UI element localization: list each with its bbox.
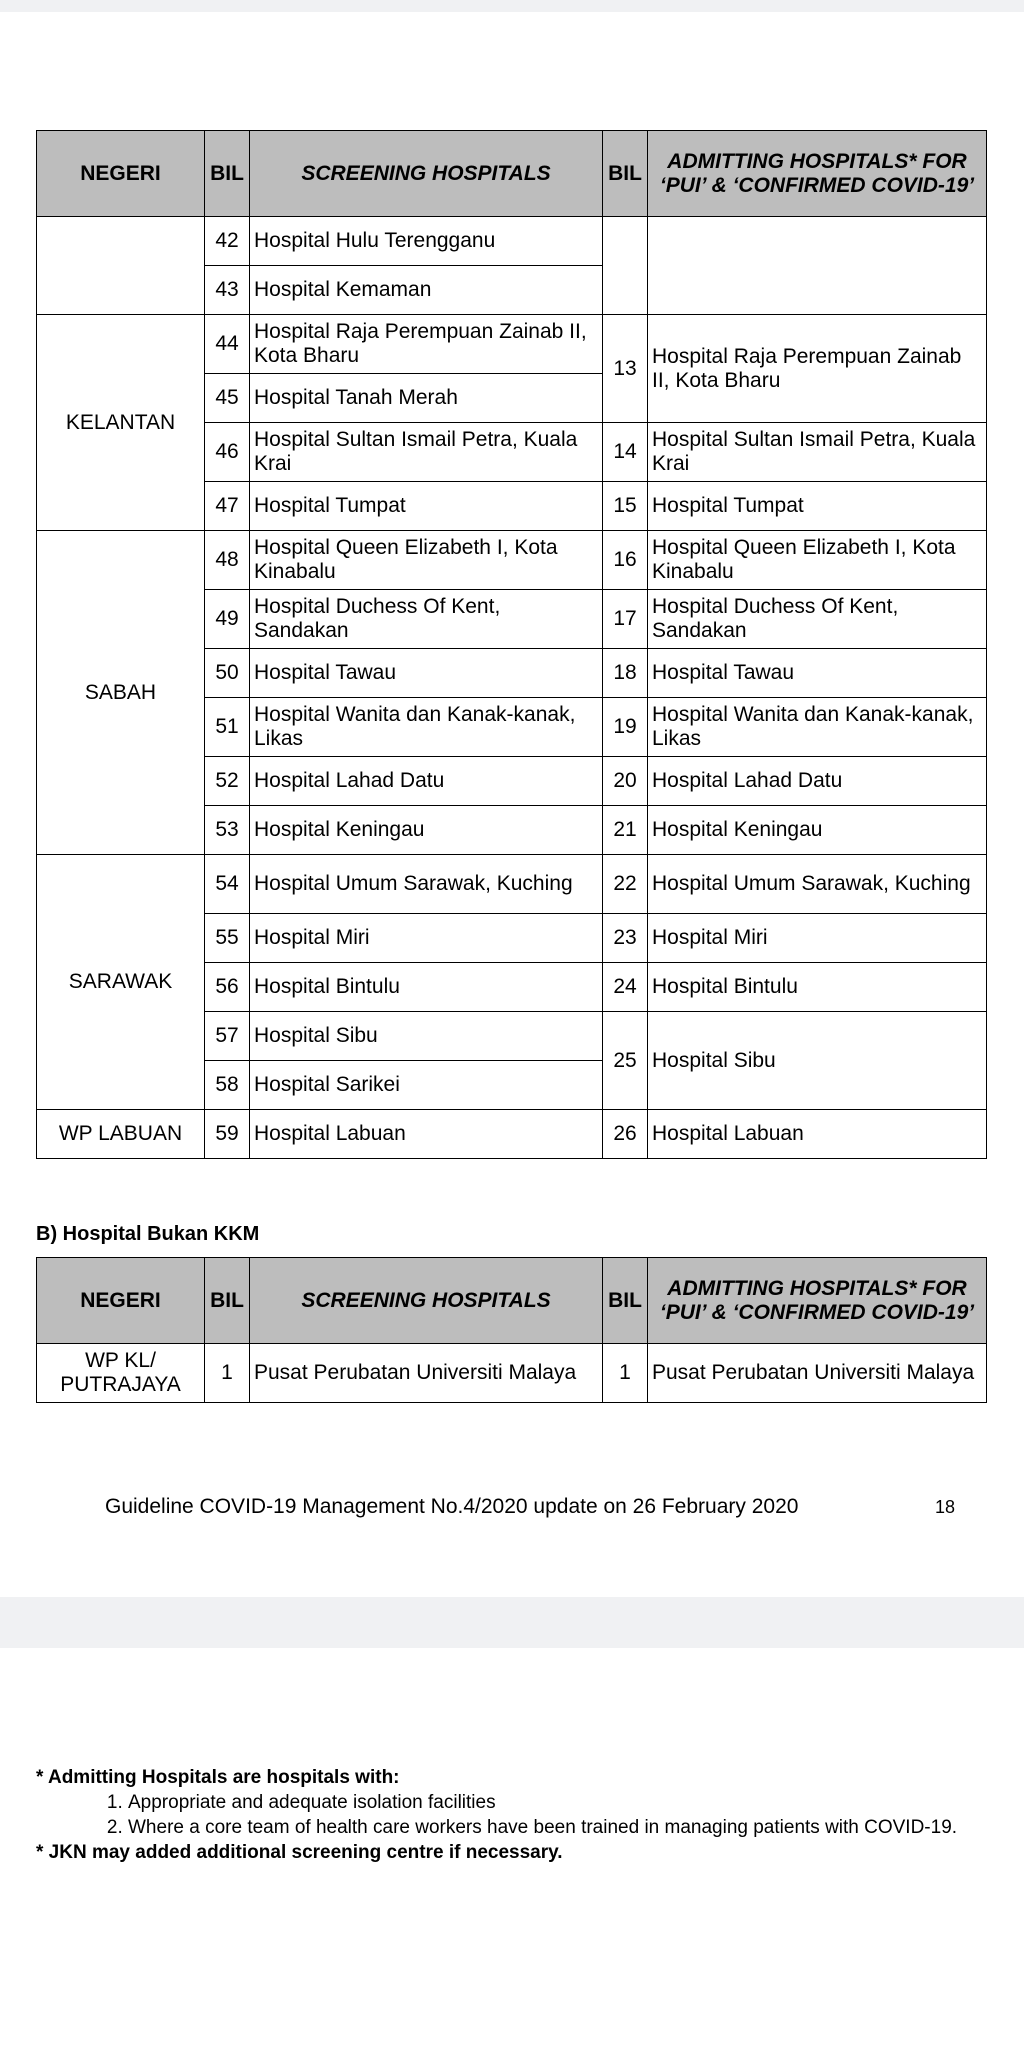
admitting-bil-cell: 24 (603, 963, 648, 1012)
admitting-bil-cell: 15 (603, 482, 648, 531)
admitting-bil-cell: 23 (603, 914, 648, 963)
screening-hospital-cell: Hospital Tumpat (250, 482, 603, 531)
admitting-hospital-cell-empty (648, 217, 987, 315)
screening-hospital-cell: Hospital Miri (250, 914, 603, 963)
page-footer: Guideline COVID-19 Management No.4/2020 update on 26 February 2020 (105, 1495, 799, 1518)
header-negeri: NEGERI (37, 1258, 205, 1344)
table-row (37, 531, 987, 590)
admitting-bil-cell: 25 (603, 1012, 648, 1110)
table-header-row (37, 131, 987, 217)
screening-hospital-cell: Hospital Kemaman (250, 266, 603, 315)
admitting-hospital-cell: Hospital Miri (648, 914, 987, 963)
header-screening-hospitals: SCREENING HOSPITALS (250, 131, 603, 217)
state-wp-labuan: WP LABUAN (37, 1110, 205, 1159)
admitting-hospital-cell: Hospital Queen Elizabeth I, Kota Kinabalu (648, 531, 987, 590)
admitting-hospital-cell: Hospital Tumpat (648, 482, 987, 531)
bil-cell: 43 (205, 266, 250, 315)
non-kkm-hospitals-table (36, 1257, 987, 1403)
screening-hospital-cell: Hospital Queen Elizabeth I, Kota Kinabalu (250, 531, 603, 590)
bil-cell: 42 (205, 217, 250, 266)
admitting-hospital-cell: Hospital Sultan Ismail Petra, Kuala Krai (648, 423, 987, 482)
bil-cell: 48 (205, 531, 250, 590)
screening-hospital-cell: Hospital Wanita dan Kanak-kanak, Likas (250, 698, 603, 757)
bil-cell: 44 (205, 315, 250, 374)
admitting-hospital-cell: Hospital Keningau (648, 806, 987, 855)
header-negeri: NEGERI (37, 131, 205, 217)
header-bil-admitting: BIL (603, 131, 648, 217)
bil-cell: 57 (205, 1012, 250, 1061)
admitting-bil-cell: 22 (603, 855, 648, 914)
section-b-title: B) Hospital Bukan KKM (36, 1223, 260, 1245)
state-sarawak: SARAWAK (37, 855, 205, 1110)
screening-hospital-cell: Hospital Lahad Datu (250, 757, 603, 806)
bil-cell: 1 (205, 1344, 250, 1403)
table-header-row (37, 1258, 987, 1344)
admitting-hospital-cell: Hospital Labuan (648, 1110, 987, 1159)
state-kelantan: KELANTAN (37, 315, 205, 531)
bil-cell: 55 (205, 914, 250, 963)
table-row (37, 855, 987, 914)
admitting-hospitals-notes (36, 1765, 957, 1865)
admitting-bil-cell: 1 (603, 1344, 648, 1403)
admitting-bil-cell: 21 (603, 806, 648, 855)
screening-hospital-cell: Hospital Raja Perempuan Zainab II, Kota Bharu (250, 315, 603, 374)
notes-list (36, 1790, 957, 1840)
screening-hospital-cell: Hospital Duchess Of Kent, Sandakan (250, 590, 603, 649)
bil-cell: 53 (205, 806, 250, 855)
notes-footnote: * JKN may added additional screening centre if necessary. (36, 1842, 563, 1863)
screening-hospital-cell: Hospital Tanah Merah (250, 374, 603, 423)
screening-hospital-cell: Pusat Perubatan Universiti Malaya (250, 1344, 603, 1403)
admitting-bil-cell: 17 (603, 590, 648, 649)
admitting-hospital-cell: Hospital Wanita dan Kanak-kanak, Likas (648, 698, 987, 757)
admitting-hospital-cell: Hospital Raja Perempuan Zainab II, Kota Bharu (648, 315, 987, 423)
admitting-bil-cell-empty (603, 217, 648, 315)
screening-hospital-cell: Hospital Umum Sarawak, Kuching (250, 855, 603, 914)
screening-hospitals-table (36, 130, 987, 1159)
bil-cell: 51 (205, 698, 250, 757)
screening-hospital-cell: Hospital Keningau (250, 806, 603, 855)
list-item: 2. Where a core team of health care workers have been trained in managing patients with COVID-19. (128, 1815, 957, 1840)
bil-cell: 56 (205, 963, 250, 1012)
bil-cell: 47 (205, 482, 250, 531)
admitting-hospital-cell: Hospital Lahad Datu (648, 757, 987, 806)
admitting-bil-cell: 19 (603, 698, 648, 757)
screening-hospital-cell: Hospital Bintulu (250, 963, 603, 1012)
bil-cell: 49 (205, 590, 250, 649)
table-row (37, 1110, 987, 1159)
screening-hospital-cell: Hospital Tawau (250, 649, 603, 698)
admitting-hospital-cell: Pusat Perubatan Universiti Malaya (648, 1344, 987, 1403)
bil-cell: 45 (205, 374, 250, 423)
header-bil: BIL (205, 131, 250, 217)
bil-cell: 46 (205, 423, 250, 482)
admitting-bil-cell: 18 (603, 649, 648, 698)
table-row (37, 217, 987, 266)
admitting-bil-cell: 16 (603, 531, 648, 590)
list-item: 1. Appropriate and adequate isolation facilities (128, 1790, 957, 1815)
bil-cell: 50 (205, 649, 250, 698)
page-number: 18 (935, 1497, 956, 1517)
admitting-hospital-cell: Hospital Sibu (648, 1012, 987, 1110)
notes-heading: * Admitting Hospitals are hospitals with: (36, 1767, 400, 1788)
admitting-hospital-cell: Hospital Umum Sarawak, Kuching (648, 855, 987, 914)
admitting-hospital-cell: Hospital Duchess Of Kent, Sandakan (648, 590, 987, 649)
admitting-hospital-cell: Hospital Bintulu (648, 963, 987, 1012)
table-row (37, 315, 987, 374)
document-page-1 (0, 12, 1024, 1597)
header-bil-admitting: BIL (603, 1258, 648, 1344)
header-bil: BIL (205, 1258, 250, 1344)
screening-hospital-cell: Hospital Sarikei (250, 1061, 603, 1110)
header-screening-hospitals: SCREENING HOSPITALS (250, 1258, 603, 1344)
screening-hospital-cell: Hospital Sibu (250, 1012, 603, 1061)
bil-cell: 59 (205, 1110, 250, 1159)
state-cell-empty (37, 217, 205, 315)
header-admitting-hospitals: ADMITTING HOSPITALS* FOR ‘PUI’ & ‘CONFIRMED COVID-19’ (648, 131, 987, 217)
screening-hospital-cell: Hospital Hulu Terengganu (250, 217, 603, 266)
bil-cell: 54 (205, 855, 250, 914)
header-admitting-hospitals: ADMITTING HOSPITALS* FOR ‘PUI’ & ‘CONFIRMED COVID-19’ (648, 1258, 987, 1344)
admitting-bil-cell: 14 (603, 423, 648, 482)
admitting-bil-cell: 20 (603, 757, 648, 806)
table-row (37, 1344, 987, 1403)
state-sabah: SABAH (37, 531, 205, 855)
bil-cell: 58 (205, 1061, 250, 1110)
admitting-bil-cell: 26 (603, 1110, 648, 1159)
admitting-bil-cell: 13 (603, 315, 648, 423)
screening-hospital-cell: Hospital Sultan Ismail Petra, Kuala Krai (250, 423, 603, 482)
admitting-hospital-cell: Hospital Tawau (648, 649, 987, 698)
state-wp-kl-putrajaya: WP KL/ PUTRAJAYA (37, 1344, 205, 1403)
screening-hospital-cell: Hospital Labuan (250, 1110, 603, 1159)
bil-cell: 52 (205, 757, 250, 806)
